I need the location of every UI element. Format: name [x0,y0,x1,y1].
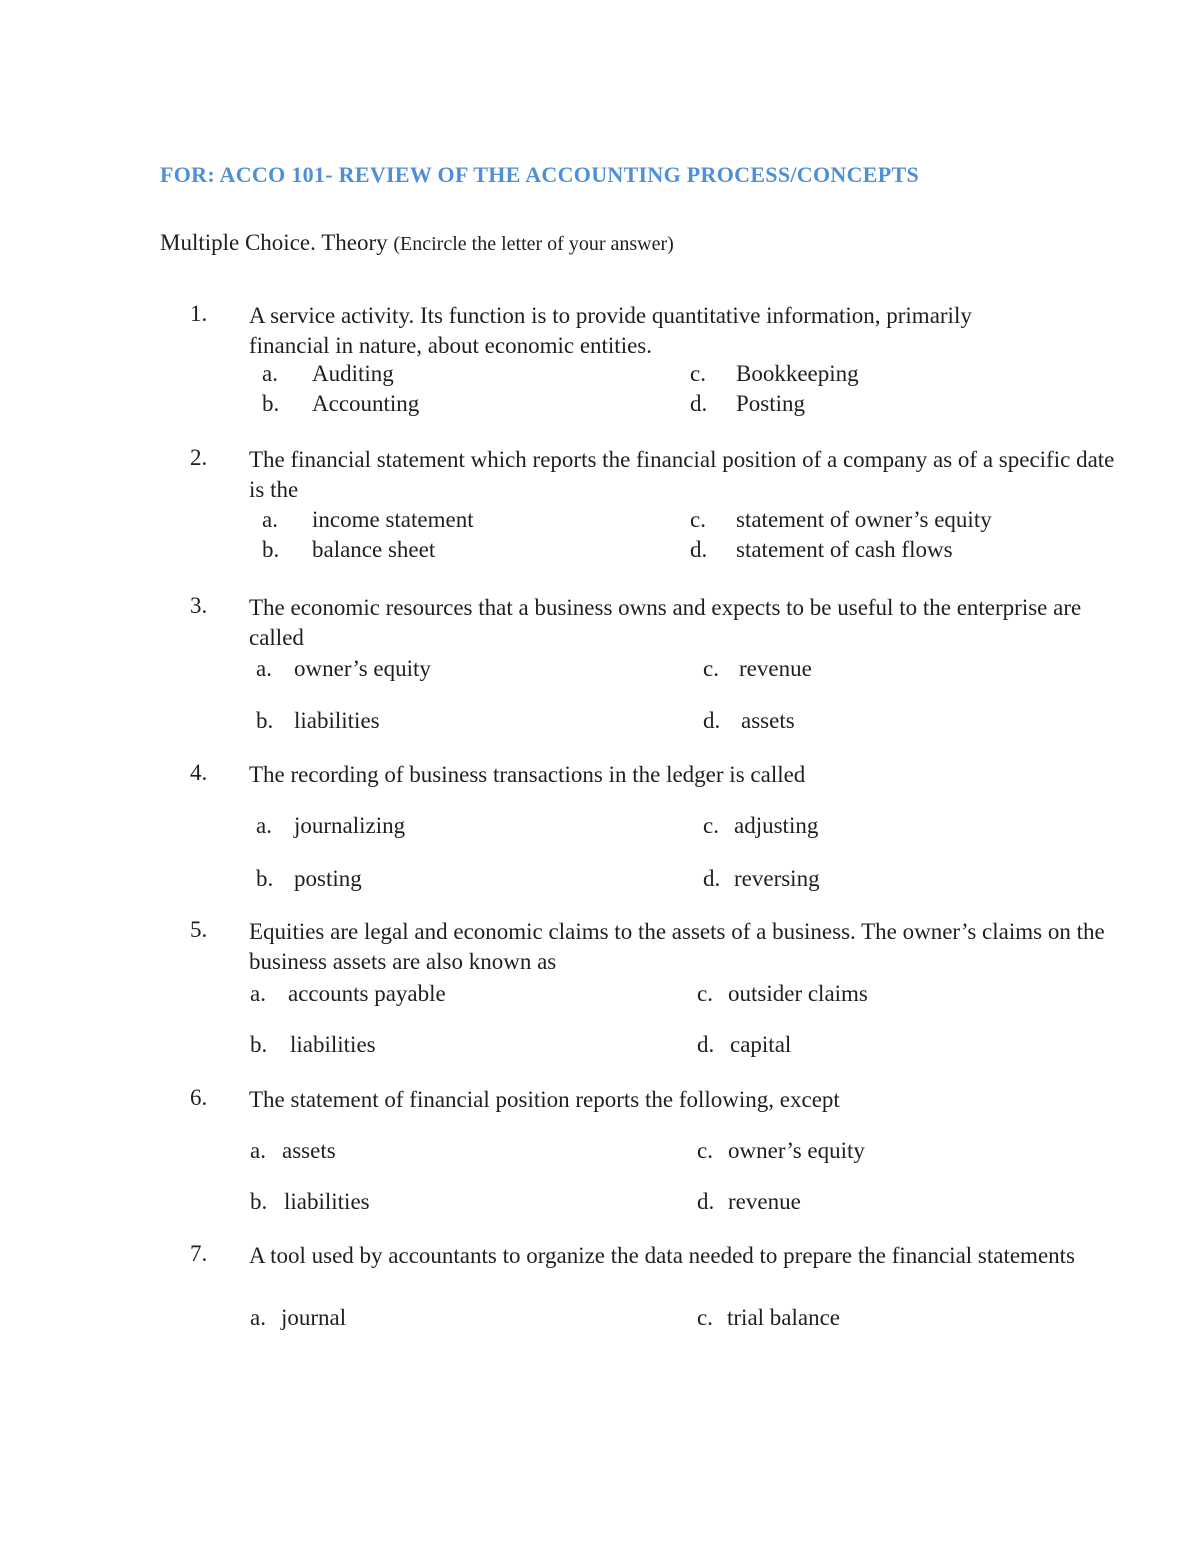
question-number: 6. [190,1085,208,1110]
option-text: outsider claims [728,981,868,1006]
option-a[interactable] [262,507,474,533]
option-letter: b. [256,708,274,733]
option-letter: d. [703,866,721,891]
option-letter: c. [690,507,706,532]
question-number: 2. [190,445,208,470]
option-text: liabilities [290,1032,376,1057]
option-a[interactable] [256,656,431,682]
option-text: assets [282,1138,336,1163]
option-b[interactable] [262,391,419,417]
option-letter: b. [262,537,280,562]
question-number: 5. [190,917,208,942]
question-text: The financial statement which reports the financial position of a company as of a specific date is the [249,447,1115,502]
option-letter: b. [262,391,280,416]
option-letter: a. [250,981,266,1006]
option-d[interactable] [697,1189,801,1215]
question-number: 1. [190,301,208,326]
option-d[interactable] [697,1032,791,1058]
question-number: 7. [190,1241,208,1266]
option-b[interactable] [250,1189,370,1215]
option-a[interactable] [262,361,394,387]
option-b[interactable] [256,866,362,892]
option-text: liabilities [294,708,380,733]
option-c[interactable] [697,1305,840,1331]
option-letter: a. [256,813,272,838]
question-text: Equities are legal and economic claims to the assets of a business. The owner’s claims on the business assets are also known as [249,919,1105,974]
document-title: FOR: ACCO 101- REVIEW OF THE ACCOUNTING PROCESS/CONCEPTS [160,162,919,187]
option-text: capital [730,1032,792,1057]
option-c[interactable] [703,813,818,839]
question-text: The economic resources that a business owns and expects to be useful to the enterprise are called [249,595,1082,650]
option-d[interactable] [703,708,795,734]
option-text: journal [281,1305,347,1330]
option-text: owner’s equity [728,1138,865,1163]
option-text: adjusting [734,813,819,838]
option-c[interactable] [697,981,868,1007]
option-text: statement of cash flows [736,537,953,562]
option-text: revenue [739,656,812,681]
option-letter: a. [262,361,278,386]
option-letter: c. [697,981,713,1006]
option-text: journalizing [294,813,406,838]
option-letter: d. [690,537,708,562]
option-letter: a. [256,656,272,681]
option-text: assets [741,708,795,733]
option-b[interactable] [256,708,380,734]
option-letter: d. [703,708,721,733]
option-letter: c. [697,1305,713,1330]
option-letter: d. [697,1189,715,1214]
option-text: balance sheet [312,537,436,562]
question-number: 4. [190,760,208,785]
instructions-main: Multiple Choice. Theory [160,230,394,255]
question-text: A tool used by accountants to organize the data needed to prepare the financial statements [249,1243,1076,1268]
instructions-paren: (Encircle the letter of your answer) [393,233,674,255]
option-text: trial balance [727,1305,841,1330]
option-text: revenue [728,1189,801,1214]
option-letter: d. [697,1032,715,1057]
option-d[interactable] [703,866,820,892]
option-d[interactable] [690,391,805,417]
instructions [160,230,674,256]
option-text: posting [294,866,362,891]
option-d[interactable] [690,537,953,563]
option-a[interactable] [256,813,405,839]
option-b[interactable] [250,1032,376,1058]
option-letter: c. [703,813,719,838]
option-b[interactable] [262,537,435,563]
option-text: statement of owner’s equity [736,507,992,532]
question-text: The statement of financial position reports the following, except [249,1087,840,1112]
option-letter: c. [703,656,719,681]
option-a[interactable] [250,981,446,1007]
option-text: accounts payable [288,981,446,1006]
option-a[interactable] [250,1138,336,1164]
option-letter: c. [690,361,706,386]
option-text: reversing [734,866,820,891]
option-letter: a. [250,1138,266,1163]
question-text: The recording of business transactions in the ledger is called [249,762,806,787]
question-text: A service activity. Its function is to provide quantitative information, primarily financial in nature, about economic entities. [249,303,972,358]
option-text: liabilities [284,1189,370,1214]
option-c[interactable] [703,656,812,682]
option-letter: b. [250,1032,268,1057]
option-text: Posting [736,391,806,416]
option-c[interactable] [690,507,992,533]
option-c[interactable] [697,1138,865,1164]
option-a[interactable] [250,1305,346,1331]
option-text: Auditing [312,361,394,386]
option-letter: b. [256,866,274,891]
option-letter: a. [250,1305,266,1330]
option-text: Bookkeeping [736,361,859,386]
option-c[interactable] [690,361,859,387]
option-text: income statement [312,507,474,532]
question-number: 3. [190,593,208,618]
option-letter: d. [690,391,708,416]
option-text: owner’s equity [294,656,431,681]
option-text: Accounting [312,391,420,416]
option-letter: b. [250,1189,268,1214]
option-letter: c. [697,1138,713,1163]
option-letter: a. [262,507,278,532]
